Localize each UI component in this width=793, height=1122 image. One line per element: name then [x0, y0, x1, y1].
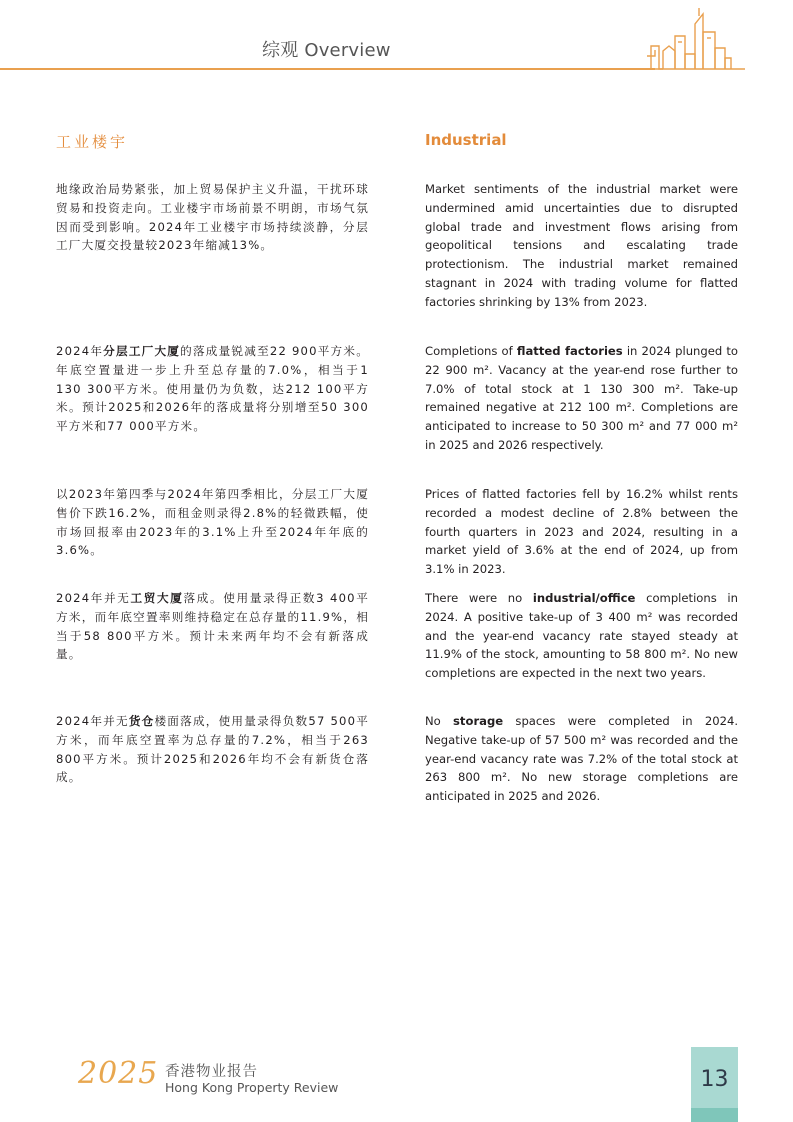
bold-term: flatted factories — [516, 344, 623, 358]
paragraph-text: Completions of — [425, 344, 517, 358]
paragraph-zh-4 — [56, 589, 369, 664]
paragraph-text: 楼面落成，使用量录得负数57 500平方米，而年底空置率为总存量的7.2%，相当于263 800平方米。预计2025和2026年均不会有新货仓落成。 — [56, 714, 369, 785]
footer-title-zh: 香港物业报告 — [165, 1064, 258, 1080]
paragraph-en-1 — [425, 180, 738, 312]
section-title-zh: 工业楼宇 — [56, 133, 129, 151]
paragraph-text: in 2024 plunged to 22 900 m². Vacancy at the year-end rose further to 7.0% of total stock at 1 130 300 m². Take-up remained negative at 212 100 m². Completions are anticipated to increase to 50 300 m² and 77 000 m² in 2025 and 2026 respectively. — [425, 344, 738, 452]
paragraph-en-2 — [425, 342, 738, 455]
footer-year: 2025 — [78, 1056, 159, 1091]
paragraph-text: There were no — [425, 591, 533, 605]
paragraph-text: Market sentiments of the industrial market were undermined amid uncertainties due to disrupted global trade and investment flows arising from geopolitical tensions and escalating trade protectionism. The industrial market remained stagnant in 2024 with trading volume for flatted factories shrinking by 13% from 2023. — [425, 182, 738, 309]
bold-term: 分层工厂大厦 — [103, 344, 181, 358]
paragraph-text: Prices of flatted factories fell by 16.2% whilst rents recorded a modest decline of 2.8% between the fourth quarters in 2023 and 2024, resulting in a market yield of 3.6% at the end of 2024, up from 3.1% in 2023. — [425, 487, 738, 577]
page-header-title: 综观 Overview — [262, 40, 391, 61]
bold-term: industrial/office — [532, 591, 636, 605]
paragraph-zh-1 — [56, 180, 369, 255]
paragraph-zh-5 — [56, 712, 369, 787]
bold-term: 工贸大厦 — [130, 591, 184, 605]
paragraph-text: No — [425, 714, 454, 728]
footer-title-en: Hong Kong Property Review — [165, 1080, 339, 1095]
bold-term: storage — [453, 714, 504, 728]
city-skyline-icon — [645, 6, 745, 76]
paragraph-en-5 — [425, 712, 738, 806]
paragraph-en-4 — [425, 589, 738, 683]
page-number: 13 — [700, 1067, 729, 1092]
paragraph-text: 2024年 — [56, 344, 104, 358]
paragraph-text: 2024年并无 — [56, 714, 129, 728]
paragraph-en-3 — [425, 485, 738, 579]
bold-term: 货仓 — [128, 714, 155, 728]
paragraph-text: spaces were completed in 2024. Negative take-up of 57 500 m² was recorded and the year-end vacancy rate was 7.2% of the total stock at 263 800 m². No new storage completions are anticipated in 2025 and 2026. — [425, 714, 739, 804]
paragraph-text: 的落成量锐减至22 900平方米。年底空置量进一步上升至总存量的7.0%，相当于1 130 300平方米。使用量仍为负数，达212 100平方米。预计2025和2026年的落成量将分别增至50 300平方米和77 000平方米。 — [56, 344, 369, 434]
page-number-box — [691, 1047, 738, 1122]
paragraph-text: 2024年并无 — [56, 591, 131, 605]
paragraph-text: 地缘政治局势紧张，加上贸易保护主义升温，干扰环球贸易和投资走向。工业楼宇市场前景不明朗，市场气氛因而受到影响。2024年工业楼宇市场持续淡静，分层工厂大厦交投量较2023年缩减13%。 — [56, 182, 369, 253]
paragraph-text: completions in 2024. A positive take-up of 3 400 m² was recorded and the year-end vacancy rate stayed steady at 11.9% of the stock, amounting to 58 800 m². No new completions are expected in the next two years. — [425, 591, 738, 681]
paragraph-text: 以2023年第四季与2024年第四季相比，分层工厂大厦售价下跌16.2%，而租金则录得2.8%的轻微跌幅，使市场回报率由2023年的3.1%上升至2024年年底的3.6%。 — [56, 487, 369, 558]
paragraph-text: 落成。使用量录得正数3 400平方米，而年底空置率则维持稳定在总存量的11.9%，相当于58 800平方米。预计未来两年均不会有新落成量。 — [56, 591, 369, 662]
paragraph-zh-3 — [56, 485, 369, 560]
section-title-en: Industrial — [425, 131, 507, 149]
header-rule — [0, 68, 655, 70]
page-number-strip — [691, 1108, 738, 1122]
paragraph-zh-2 — [56, 342, 369, 436]
